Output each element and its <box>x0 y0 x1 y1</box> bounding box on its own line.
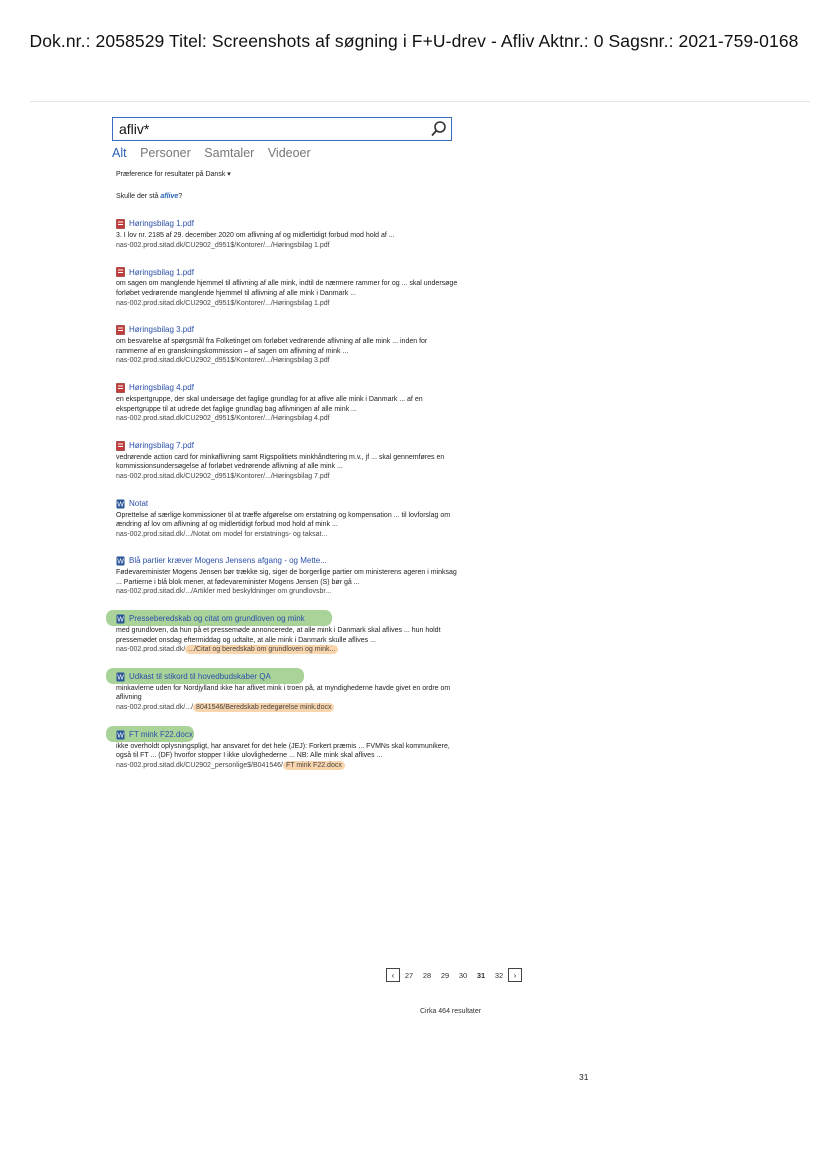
svg-text:W: W <box>117 501 124 509</box>
search-result <box>116 728 461 771</box>
page-link[interactable]: 31 <box>476 970 486 980</box>
pdf-icon <box>116 441 125 451</box>
pdf-icon <box>116 383 125 393</box>
result-url-prefix: nas-002.prod.sitad.dk/ <box>116 646 186 654</box>
result-title-row <box>116 728 461 742</box>
page-link[interactable]: 28 <box>422 970 432 980</box>
result-snippet: en ekspertgruppe, der skal undersøge det faglige grundlag for at aflive alle mink i Danmark ... af en ekspertgruppe til at udrede det faglige grundlag bag aflivningen af alle mink ... <box>116 395 423 413</box>
svg-text:W: W <box>117 732 124 740</box>
page-numbers <box>400 971 508 980</box>
result-url[interactable] <box>116 645 461 655</box>
search-icon[interactable] <box>430 120 448 138</box>
result-url[interactable] <box>116 761 461 771</box>
filter-tab-all[interactable]: Alt <box>112 146 127 160</box>
result-title-link[interactable]: Udkast til stikord til hovedbudskaber QA <box>129 672 271 682</box>
search-result <box>116 612 461 655</box>
result-url[interactable]: nas-002.prod.sitad.dk/CU2902_d951$/Kontorer/.../Høringsbilag 4.pdf <box>116 415 330 423</box>
result-url[interactable]: nas-002.prod.sitad.dk/.../Notat om model for erstatnings- og taksat... <box>116 530 328 538</box>
did-you-mean-suffix: ? <box>178 192 183 200</box>
filter-tab-conversations[interactable]: Samtaler <box>204 146 255 160</box>
search-query: afliv* <box>119 121 150 137</box>
result-url[interactable]: nas-002.prod.sitad.dk/.../Artikler med beskyldninger om grundlovsbr... <box>116 588 332 596</box>
word-icon <box>116 614 125 624</box>
page-link[interactable]: 27 <box>404 970 414 980</box>
did-you-mean-link[interactable]: aflive <box>160 192 179 200</box>
svg-text:W: W <box>117 674 124 682</box>
result-snippet: Oprettelse af særlige kommissioner til at træffe afgørelse om erstatning og kompensation ... til lovforslag om ændring af lov om aflivning af og midlertidigt forbud mod hold af mink ... <box>116 511 451 529</box>
page-link[interactable]: 30 <box>458 970 468 980</box>
result-snippet: vedrørende action card for minkaflivning samt Rigspolitiets minkhåndtering m.v., jf ... skal gennemføres en kommissionsundersøgelse af forløbet vedrørende aflivning af alle mink ... <box>116 453 445 471</box>
result-title-link[interactable]: Notat <box>129 498 149 508</box>
search-result <box>116 554 461 597</box>
result-title-row <box>116 497 461 511</box>
page-number: 31 <box>579 1072 589 1082</box>
result-snippet: med grundloven, da hun på et pressemøde annoncerede, at alle mink i Danmark skal aflives ... hun holdt pressemødet onsdag eftermiddag og udtalte, at alle mink i Danmark skulle aflives ... <box>116 627 441 644</box>
did-you-mean-prefix: Skulle der stå <box>116 192 161 200</box>
result-snippet: 3. I lov nr. 2185 af 29. december 2020 om aflivning af og midlertidigt forbud mod hold af ... <box>116 232 395 240</box>
result-url[interactable]: nas-002.prod.sitad.dk/CU2902_d951$/Kontorer/.../Høringsbilag 1.pdf <box>116 241 330 249</box>
result-title-link[interactable]: Høringsbilag 4.pdf <box>129 383 194 393</box>
result-url-highlight: .../Citat og beredskab om grundloven og mink... <box>185 645 338 654</box>
result-title-link[interactable]: FT mink F22.docx <box>129 729 193 739</box>
word-icon <box>116 499 125 509</box>
result-title-row <box>116 381 461 395</box>
result-url-prefix: nas-002.prod.sitad.dk/CU2902_personlige$/B041546/ <box>116 761 283 769</box>
result-url[interactable]: nas-002.prod.sitad.dk/CU2902_d951$/Kontorer/.../Høringsbilag 1.pdf <box>116 299 330 307</box>
result-snippet: om sagen om manglende hjemmel til aflivning af alle mink, indtil de nærmere rammer for og ... skal undersøge forløbet vedrørende manglende hjemmel til aflivning af alle mink i Danmark ... <box>116 280 458 297</box>
search-result <box>116 217 461 250</box>
filter-tab-people[interactable]: Personer <box>140 146 191 160</box>
result-snippet: minkavlerne uden for Nordjylland ikke har aflivet mink i troen på, at myndighederne havde givet en ordre om aflivning <box>116 684 451 702</box>
page-link[interactable]: 29 <box>440 970 450 980</box>
search-area <box>112 117 452 160</box>
result-title-row <box>116 265 461 279</box>
did-you-mean <box>116 192 461 202</box>
result-url-highlight: FT mink F22.docx <box>283 761 345 770</box>
search-result <box>116 670 461 713</box>
search-result <box>116 497 461 540</box>
result-title-link[interactable]: Høringsbilag 1.pdf <box>129 267 194 277</box>
result-title-row <box>116 217 461 231</box>
result-title-link[interactable]: Høringsbilag 3.pdf <box>129 325 194 335</box>
result-count: Cirka 464 resultater <box>420 1008 482 1015</box>
result-snippet: ikke overholdt oplysningspligt, har ansvaret for det hele (JEJ): Forkert præmis ... FVMNs skal kommunikere, også til FT ... (DF) hvorfor stopper I ikke ulovlighederne ... NB: Alle mink skal aflives ... <box>116 742 450 760</box>
word-icon <box>116 672 125 682</box>
svg-text:W: W <box>117 616 124 624</box>
result-title-row <box>116 670 461 684</box>
search-result <box>116 381 461 424</box>
result-title-row <box>116 323 461 337</box>
pdf-icon <box>116 219 125 229</box>
result-title-row <box>116 612 461 626</box>
filter-tabs <box>112 146 452 160</box>
word-icon <box>116 730 125 740</box>
result-url-highlight: 8041546/Beredskab redegørelse mink.docx <box>193 703 334 712</box>
result-title-row <box>116 554 461 568</box>
result-url-prefix: nas-002.prod.sitad.dk/.../ <box>116 704 194 712</box>
document-header: Dok.nr.: 2058529 Titel: Screenshots af søgning i F+U-drev - Afliv Aktnr.: 0 Sagsnr.: 2021-759-0168 <box>29 31 799 51</box>
result-snippet: om besvarelse af spørgsmål fra Folketinget om forløbet vedrørende aflivning af alle mink ... inden for rammerne af en granskningskommission – af sagen om aflivning af mink ... <box>116 338 428 355</box>
pdf-icon <box>116 325 125 335</box>
search-result <box>116 439 461 482</box>
pagination <box>386 968 522 982</box>
search-input[interactable] <box>112 117 452 141</box>
search-result <box>116 265 461 308</box>
result-title-link[interactable]: Høringsbilag 1.pdf <box>129 219 194 229</box>
word-icon <box>116 556 125 566</box>
result-snippet: Fødevareminister Mogens Jensen bør trække sig, siger de borgerlige partier om ministerens ageren i minksag ... Partierne i blå blok mener, at fødevareminister Mogens Jensen (S) bør gå ... <box>116 569 457 586</box>
result-title-link[interactable]: Presseberedskab og citat om grundloven og mink <box>129 614 305 624</box>
search-result <box>116 323 461 366</box>
result-title-link[interactable]: Høringsbilag 7.pdf <box>129 440 194 450</box>
pdf-icon <box>116 267 125 277</box>
result-url[interactable]: nas-002.prod.sitad.dk/CU2902_d951$/Kontorer/.../Høringsbilag 7.pdf <box>116 472 330 480</box>
result-url[interactable] <box>116 703 461 713</box>
svg-text:W: W <box>117 558 124 566</box>
scan-divider <box>30 101 810 102</box>
filter-tab-videos[interactable]: Videoer <box>267 146 311 160</box>
previous-page-button[interactable]: ‹ <box>386 968 400 982</box>
language-preference[interactable]: Præference for resultater på Dansk ▾ <box>116 171 231 178</box>
page-link[interactable]: 32 <box>494 970 504 980</box>
results-list <box>116 170 461 785</box>
result-url[interactable]: nas-002.prod.sitad.dk/CU2902_d951$/Kontorer/.../Høringsbilag 3.pdf <box>116 357 330 365</box>
result-title-row <box>116 439 461 453</box>
result-title-link[interactable]: Blå partier kræver Mogens Jensens afgang - og Mette... <box>129 556 327 566</box>
next-page-button[interactable]: › <box>508 968 522 982</box>
result-items <box>116 217 461 770</box>
